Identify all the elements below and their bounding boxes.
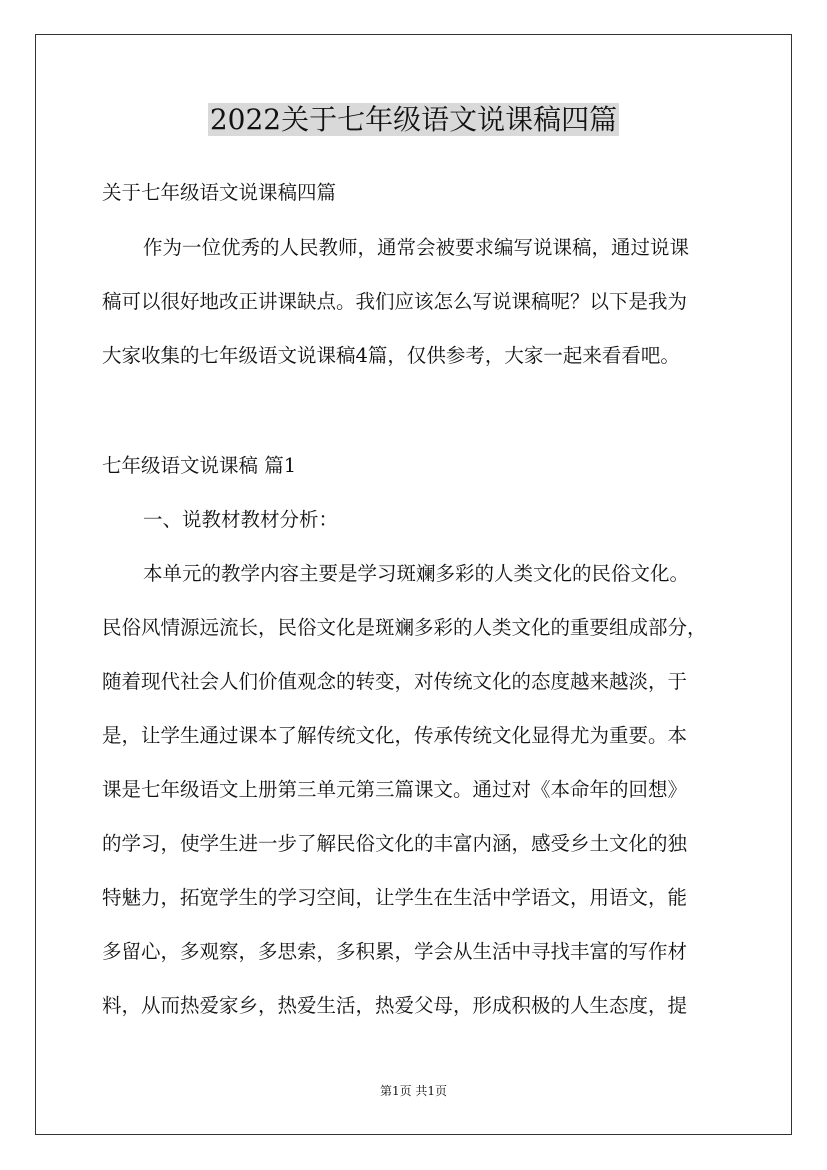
paragraph-line: 作为一位优秀的人民教师，通常会被要求编写说课稿，通过说课 <box>143 236 690 259</box>
paragraph-line: 本单元的教学内容主要是学习斑斓多彩的人类文化的民俗文化。 <box>143 562 690 585</box>
paragraph-line: 稿可以很好地改正讲课缺点。我们应该怎么写说课稿呢？以下是我为 <box>102 290 688 313</box>
document-title <box>0 98 827 142</box>
page-number: 第1页 共1页 <box>379 1084 448 1098</box>
paragraph-line: 是，让学生通过课本了解传统文化，传承传统文化显得尤为重要。本 <box>102 724 688 747</box>
section-heading: 七年级语文说课稿 篇1 <box>102 454 297 477</box>
subsection-heading: 一、说教材教材分析： <box>143 508 339 531</box>
paragraph-line: 民俗风情源远流长，民俗文化是斑斓多彩的人类文化的重要组成部分， <box>102 616 707 639</box>
paragraph-line: 料，从而热爱家乡，热爱生活，热爱父母，形成积极的人生态度，提 <box>102 994 688 1017</box>
paragraph-line: 多留心，多观察，多思索，多积累，学会从生活中寻找丰富的写作材 <box>102 940 688 963</box>
paragraph-line: 的学习，使学生进一步了解民俗文化的丰富内涵，感受乡土文化的独 <box>102 832 688 855</box>
paragraph-line: 大家收集的七年级语文说课稿4篇，仅供参考，大家一起来看看吧。 <box>102 344 680 367</box>
document-subtitle: 关于七年级语文说课稿四篇 <box>102 181 337 204</box>
paragraph-line: 特魅力，拓宽学生的学习空间，让学生在生活中学语文，用语文，能 <box>102 886 688 909</box>
document-title-text: 2022关于七年级语文说课稿四篇 <box>209 103 618 136</box>
paragraph-line: 课是七年级语文上册第三单元第三篇课文。通过对《本命年的回想》 <box>102 778 688 801</box>
paragraph-line: 随着现代社会人们价值观念的转变，对传统文化的态度越来越淡，于 <box>102 670 688 693</box>
